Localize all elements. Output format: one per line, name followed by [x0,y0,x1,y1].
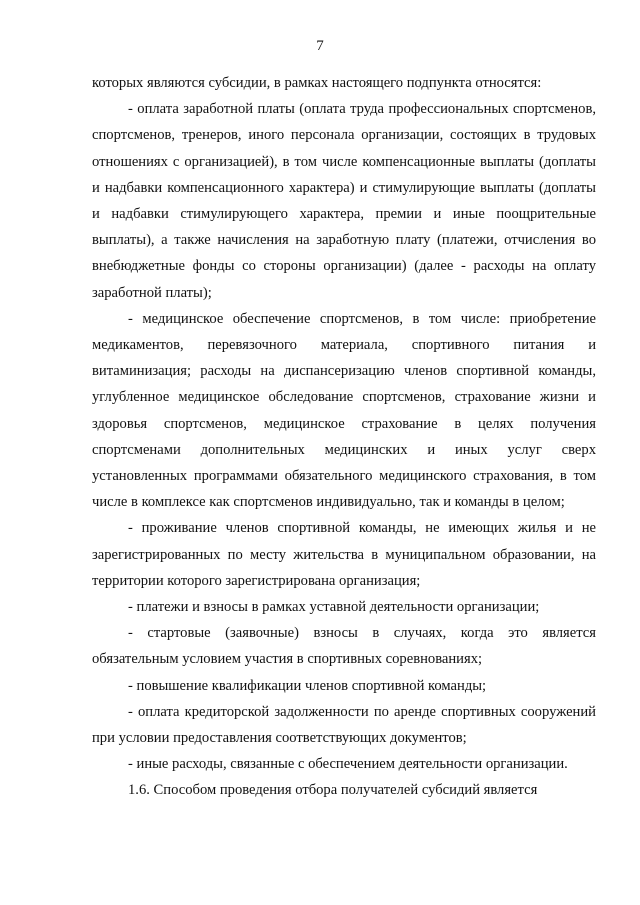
list-item-fees: - платежи и взносы в рамках уставной деятельности организации; [128,599,540,616]
list-item-other-expenses: - иные расходы, связанные с обеспечением деятельности организации. [128,756,568,773]
list-item-arrears: - оплата кредиторской задолженности по аренде спортивных сооружений при условии предоставления соответствующих документов; [92,703,596,747]
page-number: 7 [316,38,324,54]
list-item-accommodation: - проживание членов спортивной команды, не имеющих жилья и не зарегистрированных по месту жительства в муниципальном образовании, на территории которого зарегистрирована организация; [92,520,596,589]
paragraph-continuation: которых являются субсидии, в рамках настоящего подпункта относятся: [92,75,542,91]
list-item-entry-fees: - стартовые (заявочные) взносы в случаях, когда это является обязательным условием участия в спортивных соревнованиях; [92,625,596,668]
list-item-qualification: - повышение квалификации членов спортивной команды; [128,677,487,694]
section-1-6-paragraph: 1.6. Способом проведения отбора получателей субсидий является [128,782,538,799]
document-body [92,70,596,804]
list-item-medical: - медицинское обеспечение спортсменов, в том числе: приобретение медикаментов, перевязочного материала, спортивного питания и витаминизация; расходы на диспансеризацию членов спортивной команды, углубленное медицинское обследование спортсменов, страхование жизни и здоровья спортсменов, медицинское страхование в целях получения спортсменами дополнительных медицинских и иных услуг сверх установленных программами обязательного медицинского страхования, в том числе в комплексе как спортсменов индивидуально, так и команды в целом; [92,310,596,511]
list-item-salary: - оплата заработной платы (оплата труда профессиональных спортсменов, спортсменов, тренеров, иного персонала организации, состоящих в трудовых отношениях с организацией), в том числе компенсационные выплаты (доплаты и надбавки компенсационного характера) и стимулирующие выплаты (доплаты и надбавки стимулирующего характера, премии и иные поощрительные выплаты), а также начисления на заработную плату (платежи, отчисления во внебюджетные фонды со стороны организации) (далее - расходы на оплату заработной платы); [92,101,596,301]
